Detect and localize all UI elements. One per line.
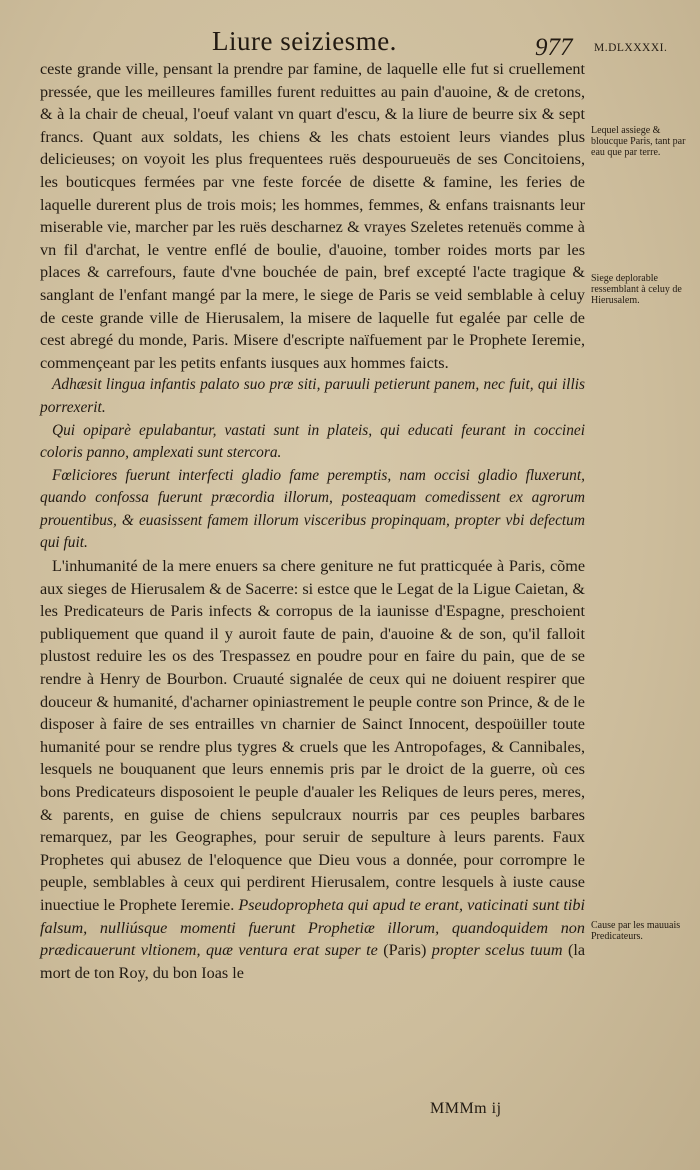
margin-note-3: Cause par les mauuais Predicateurs. bbox=[591, 920, 681, 942]
paragraph-siege: ceste grande ville, pensant la prendre par famine, de laquelle elle fut si cruellement pressée, que les meilleures familles furent reduittes au pain d'auoine, & de cretons, & à la chair de cheual, l'oeuf valant vn quart d'escu, & la liure de beurre six & sept francs. Quant aux soldats, les chiens & les chats estoient leurs viandes plus delicieuses; on voyoit les plus frequentees ruës despourueuës de ses Concitoiens, les bouticques fermées par vne feste forcée de disette & famine, les feries de laquelle durerent plus de trois mois; les hommes, femmes, & enfans traisnants leur miserable vie, marcher par les ruës descharnez & vrayes Szeletes retenuës comme à vn fil d'archat, le ventre enflé de boulie, d'auoine, tomber roides morts par les places & carrefours, faute d'vne bouchée de pain, bref excepté l'acte tragique & sanglant de l'enfant mangé par la mere, le siege de Paris se veid semblable à celuy de ceste grande ville de Hierusalem, la misere de laquelle fut egalée par celle de cest abregé du monde, Paris. Misere d'escripte naïfuement par le Prophete Ieremie, commençeant par les petits enfants iusques aux hommes faicts. bbox=[40, 60, 585, 372]
latin-quote-3: Fœliciores fuerunt interfecti gladio fame peremptis, nam occisi gladio fluxerunt, quando confossa fuerunt præcordia illorum, posteaquam comedissent ex agrorum prouentibus, & euasissent famem illorum visceribus propinquam, propter vbi defectum qui fuit. bbox=[40, 466, 585, 552]
paragraph-inhumanite bbox=[40, 555, 585, 984]
paragraph-inhumanite-text: L'inhumanité de la mere enuers sa chere geniture ne fut pratticquée à Paris, cõme aux sieges de Hierusalem & de Sacerre: si estce que le Legat de la Ligue Caietan, & les Predicateurs de Paris infects & corropus de la iaunisse d'Espagne, preschoient publiquement que quand il y auroit faute de pain, d'auoine & de son, qu'il falloit plustost reduire les os des Trespassez en poudre pour en faire du pain, que de se rendre à Henry de Bourbon. Cruauté signalée de ceux qui ne doiuent respirer que douceur & humanité, d'acharner opiniastrement le peuple contre son Prince, & de le disposer à faire de ses entrailles vn charnier de Sainct Innocent, despoüiller toute humanité pour se rendre plus tygres & cruels que les Antropofages, & Cannibales, lesquels ne bouquanent que leurs ennemis pris par le droict de la guerre, où ces bons Predicateurs disposoient le peuple d'aualer les Reliques de leurs peres, meres, & parents, en guise de chiens sepulcraux nourris par ces peuples barbares remarquez, par les Geographes, pour seruir de sepulture à leurs parents. Faux Prophetes qui abusez de l'eloquence que Dieu vous a donnée, pour corrompre le peuple, semblables à ceux qui perdirent Hierusalem, contre lesquels à iuste cause inuectiue le Prophete Ieremie. bbox=[40, 557, 585, 914]
margin-year: M.DLXXXXI. bbox=[594, 42, 668, 54]
paragraph-ending: (la mort de ton Roy, du bon Ioas le bbox=[40, 941, 586, 982]
latin-quote-1: Adhæsit lingua infantis palato suo præ siti, paruuli petierunt panem, nec fuit, qui illis porrexerit. bbox=[40, 376, 585, 416]
latin-quote-pseudopropheta: Pseudopropheta qui apud te erant, vaticinati sunt tibi falsum, nulliúsque momenti fuerunt Prophetiæ illorum, quandoquidem non prædicauerunt vltionem, quæ ventura erat super te bbox=[40, 895, 586, 960]
main-text-column bbox=[40, 58, 585, 984]
margin-note-1: Lequel assiege & bloucque Paris, tant par eau que par terre. bbox=[591, 125, 686, 158]
paris-parenthesis: (Paris) bbox=[383, 941, 427, 960]
running-title: Liure seiziesme. bbox=[212, 26, 397, 56]
latin-quote-2: Qui opiparè epulabantur, vastati sunt in plateis, qui educati feurant in coccinei coloris panno, amplexati sunt stercora. bbox=[40, 421, 585, 462]
latin-quote-scelus: propter scelus tuum bbox=[431, 941, 563, 960]
signature-mark: MMMm ij bbox=[430, 1100, 502, 1117]
page-number: 977 bbox=[535, 34, 573, 61]
margin-note-2: Siege deplorable ressemblant à celuy de Hierusalem. bbox=[591, 273, 682, 306]
